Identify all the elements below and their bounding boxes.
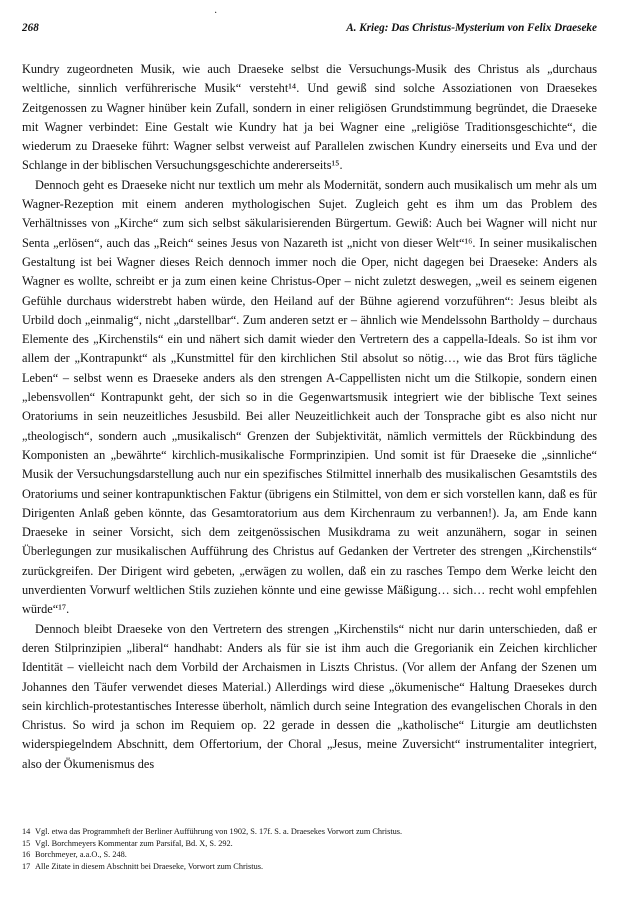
footnote-text: Vgl. Borchmeyers Kommentar zum Parsifal, Bd. X, S. 292. [35, 838, 233, 848]
paragraph-2: Dennoch geht es Draeseke nicht nur textlich um mehr als Modernität, sondern auch musikalisch um mehr als um Wagner-Rezeption mit einem anderen mythologischen Sujet. Zugleich geht es ihm um das Problem des Verhältnisses von „Kirche“ zum sich selbst säkularisierenden Bürgertum. Gewiß: Auch bei Wagner will nicht nur Senta „erlösen“, auch das „Reich“ seines Jesus von Nazareth ist „nicht von dieser Welt“¹⁶. In seiner musikalischen Gestaltung ist bei Wagner dieses Reich dennoch immer noch die Oper, nicht dagegen bei Draeseke: Anders als Wagner es wollte, schreibt er ja zum einen keine Christus-Oper – nicht zuletzt deswegen, „weil es seinem eigenen Gefühle durchaus widerstrebt haben würde, den Heiland auf der Bühne agierend vorzuführen“: Jesus bleibt als Urbild doch „einmalig“, nicht „darstellbar“. Zum anderen setzt er – ähnlich wie Mendelssohn Bartholdy – durchaus Elemente des „Kirchenstils“ ein und nähert sich damit wieder den Vertretern des a cappella-Ideals. So ist ihm vor allem der „Kontrapunkt“ als „Kunstmittel für den kirchlichen Stil absolut so nötig…, wie das Brot fürs tägliche Leben“ – selbst wenn es Draeseke anders als den strengen A-Cappellisten nicht um die Stilkopie, sondern einen „lebensvollen“ Kontrapunkt geht, der sich so in die Gegenwartsmusik integriert wie der biblische Text seines Oratoriums in sein neuzeitliches Jesusbild. Bei aller Neuzeitlichkeit auch der Tonsprache gibt es also nicht nur „theologisch“, sondern auch „musikalisch“ Grenzen der Subjektivität, nämlich vermittels der Rückbindung des Komponisten an „bewährte“ kirchlich-musikalische Formprinzipien. Und somit ist für Draeseke die „sinnliche“ Musik der Versuchungsdarstellung auch nur ein spezifisches Stilmittel innerhalb des musikalischen Gesamtstils des Oratoriums und seiner kontrapunktischen Faktur (übrigens ein Stilmittel, von dem er sich vorstellen kann, daß es für Dirigenten Anlaß geben könnte, das Gesamtoratorium aus dem Kirchenraum zu verbannen!). Ja, am Ende kann Draeseke in seiner Vorsicht, sich dem zeitgenössischen Musikdrama zu weit anzunähern, sogar in seinen Überlegungen zur musikalischen Aufführung des Christus auf Gedanken der Vertreter des strengen „Kirchenstils“ zurückgreifen. Der Dirigent wird gebeten, „erwägen zu wollen, daß ein zu rasches Tempo dem Werke leicht den unverdienten Vorwurf weltlichen Stils zuziehen könnte und eine gewisse Mäßigung… sich… recht wohl empfehlen würde“¹⁷. [22, 177, 597, 617]
running-title: A. Krieg: Das Christus-Mysterium von Felix Draeseke [346, 22, 597, 34]
footnote-number: 15 [22, 838, 31, 848]
footnote [22, 838, 597, 850]
footnote-number: 16 [22, 850, 31, 860]
scan-speck: ․ [214, 5, 218, 16]
footnote-text: Vgl. etwa das Programmheft der Berliner Aufführung von 1902, S. 17f. S. a. Draesekes Vorwort zum Christus. [35, 827, 403, 836]
body-text [22, 60, 597, 774]
footnote [22, 861, 597, 873]
paragraph-3: Dennoch bleibt Draeseke von den Vertretern des strengen „Kirchenstils“ nicht nur darin unterschieden, daß er deren Stilprinzipien „liberal“ handhabt: Anders als für sie ist ihm auch die Gregorianik ein Zeichen kirchlicher Identität – vielleicht nach dem Vorbild der Archaismen in Liszts Christus. (Vor allem der Anfang der Szenen um Johannes den Täufer verwendet dieses Material.) Allerdings wird diese „ökumenische“ Haltung Draesekes durch sein kirchlich-protestantisches Interesse überholt, nämlich durch seine Integration des evangelischen Chorals in den Christus. So wird ja schon im Requiem op. 22 gerade in dessen die „katholische“ Liturgie am deutlichsten widerspiegelndem Abschnitt, dem Offertorium, der Choral „Jesus, meine Zuversicht“ instrumentaliter integriert, also der Ökumenismus des [22, 621, 597, 771]
footnote-number: 14 [22, 827, 31, 836]
footnotes [22, 826, 597, 873]
footnote [22, 826, 597, 838]
footnote-number: 17 [22, 862, 31, 872]
page-number: 268 [22, 22, 39, 34]
page-header [22, 22, 597, 38]
footnote [22, 849, 597, 861]
footnote-text: Borchmeyer, a.a.O., S. 248. [35, 850, 127, 860]
paragraph-1: Kundry zugeordneten Musik, wie auch Draeseke selbst die Versuchungs-Musik des Christus als „durchaus weltliche, sinnlich verführerische Musik“ versteht¹⁴. Und gewiß sind solche Assoziationen von Draesekes Zeitgenossen zu Wagner hinüber kein Zufall, sondern in einer religiösen Grundstimmung begründet, die Draeseke mit Wagner verbindet: Eine Gestalt wie Kundry hat ja bei Wagner eine „religiöse Traditionsgeschichte“, die wiederum zu Draeseke führt: Wagner selbst verweist auf Parallelen zwischen Kundry einerseits und Eva und der Schlange in der biblischen Versuchungsgeschichte andererseits¹⁵. [22, 62, 597, 173]
footnote-text: Alle Zitate in diesem Abschnitt bei Draeseke, Vorwort zum Christus. [35, 862, 264, 872]
